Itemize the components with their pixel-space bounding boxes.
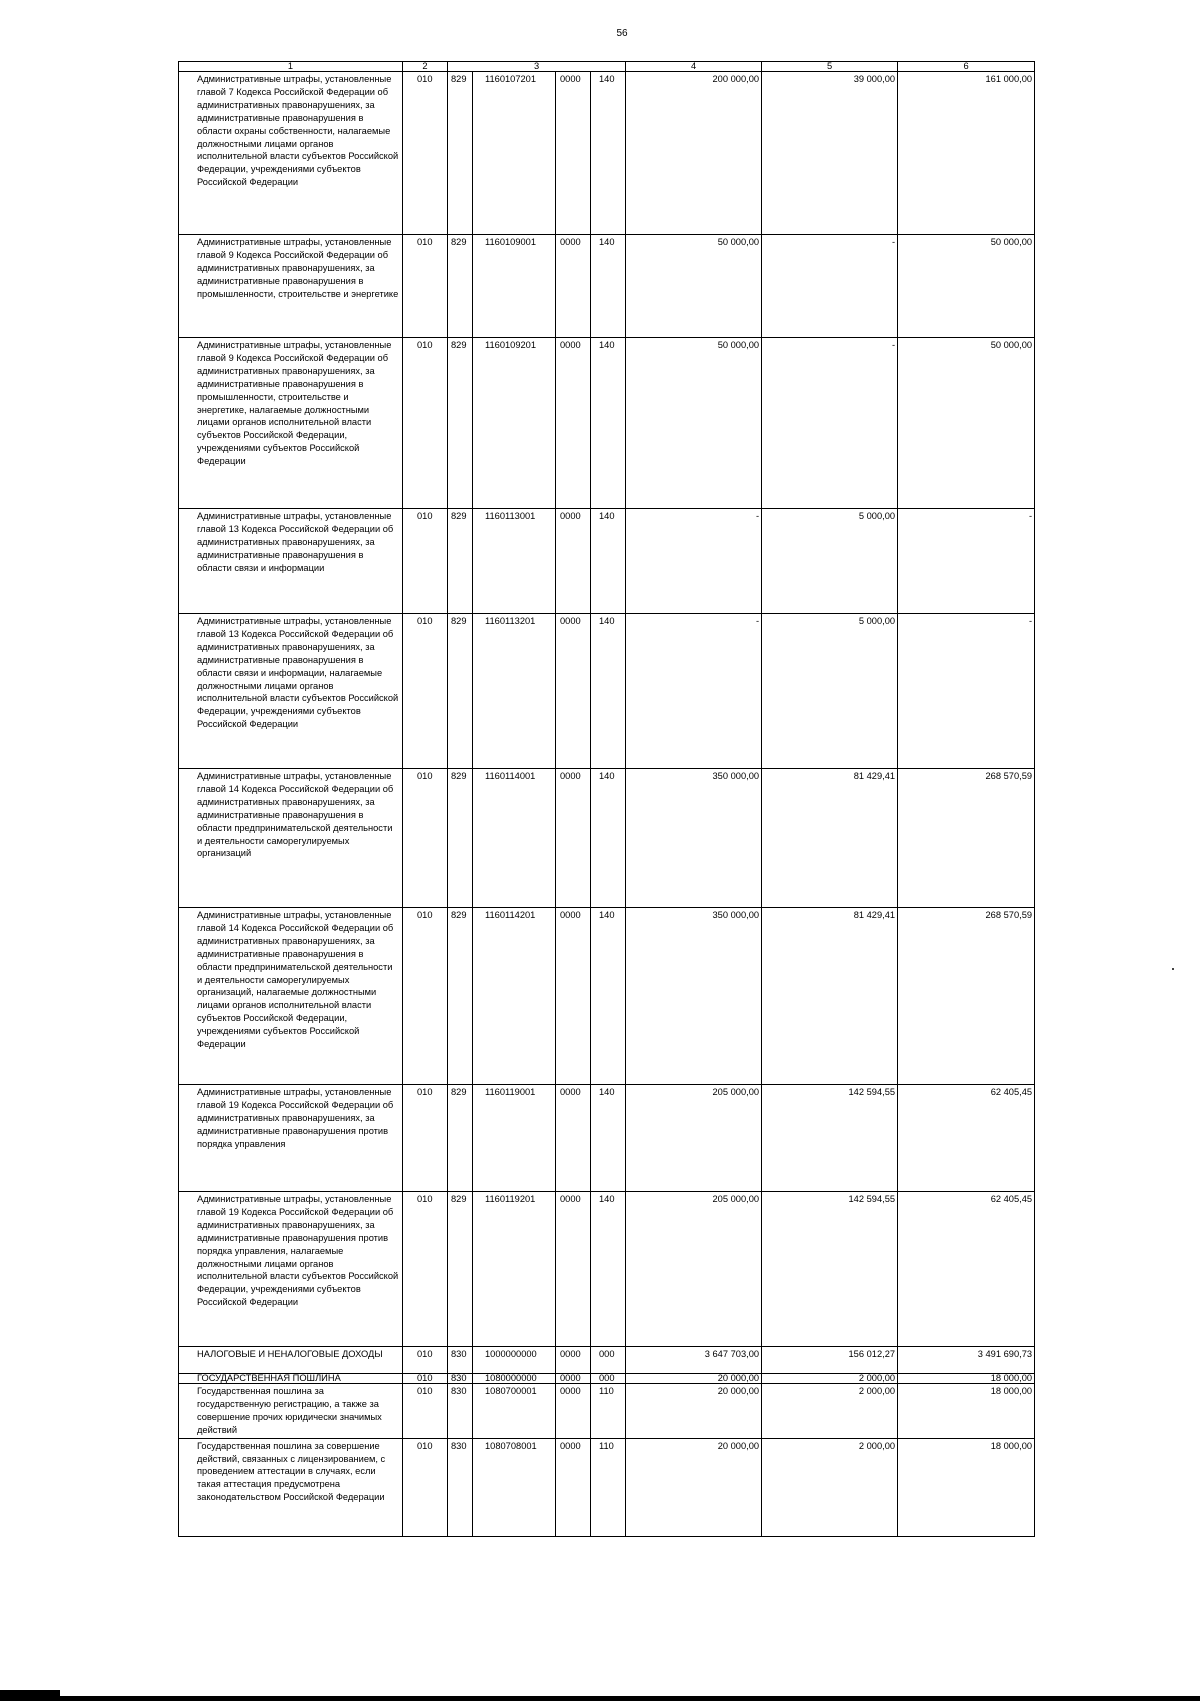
row-description: Государственная пошлина за государственную регистрацию, а также за совершение прочих юридически значимых действий <box>179 1384 403 1439</box>
value-col-4: 350 000,00 <box>626 908 762 1085</box>
code-col-1: 010 <box>403 614 448 769</box>
value-col-4: 205 000,00 <box>626 1085 762 1192</box>
row-description: ГОСУДАРСТВЕННАЯ ПОШЛИНА <box>179 1374 403 1384</box>
code-col-1: 010 <box>403 1192 448 1347</box>
value-col-4: - <box>626 509 762 614</box>
value-col-6: 50 000,00 <box>898 235 1035 338</box>
scan-bottom-edge <box>0 1696 1200 1701</box>
value-col-4: 20 000,00 <box>626 1374 762 1384</box>
row-description: Административные штрафы, установленные главой 9 Кодекса Российской Федерации об административных правонарушениях, за административные правонарушения в промышленности, строительстве и энергетике, налагаемые должностными лицами органов исполнительной власти субъектов Российской Федерации, учреждениями субъектов Российской Федерации <box>179 338 403 509</box>
row-description: Административные штрафы, установленные главой 19 Кодекса Российской Федерации об административных правонарушениях, за административные правонарушения против порядка управления, налагаемые должностными лицами органов исполнительной власти субъектов Российской Федерации, учреждениями субъектов Российской Федерации <box>179 1192 403 1347</box>
page-number: 56 <box>616 28 628 39</box>
code-col-1: 010 <box>403 1347 448 1374</box>
code-col-2: 830 <box>448 1374 473 1384</box>
value-col-6: - <box>898 509 1035 614</box>
code-col-1: 010 <box>403 769 448 908</box>
value-col-4: 20 000,00 <box>626 1384 762 1439</box>
code-col-1: 010 <box>403 1374 448 1384</box>
code-col-2: 830 <box>448 1347 473 1374</box>
code-col-1: 010 <box>403 72 448 235</box>
code-col-3: 1000000000 <box>473 1347 556 1374</box>
value-col-5: 5 000,00 <box>762 509 898 614</box>
value-col-6: 62 405,45 <box>898 1085 1035 1192</box>
code-col-3: 1160109001 <box>473 235 556 338</box>
code-col-2: 830 <box>448 1438 473 1536</box>
row-description: Административные штрафы, установленные главой 13 Кодекса Российской Федерации об административных правонарушениях, за административные правонарушения в области связи и информации <box>179 509 403 614</box>
value-col-5: 2 000,00 <box>762 1438 898 1536</box>
column-header: 3 <box>448 62 626 72</box>
code-col-1: 010 <box>403 908 448 1085</box>
code-col-4: 0000 <box>556 72 591 235</box>
value-col-5: 142 594,55 <box>762 1192 898 1347</box>
code-col-5: 140 <box>591 235 626 338</box>
code-col-5: 110 <box>591 1438 626 1536</box>
report-table <box>178 61 1035 1537</box>
row-description: НАЛОГОВЫЕ И НЕНАЛОГОВЫЕ ДОХОДЫ <box>179 1347 403 1374</box>
table-row <box>179 1384 1035 1439</box>
value-col-4: 200 000,00 <box>626 72 762 235</box>
value-col-5: - <box>762 338 898 509</box>
code-col-5: 140 <box>591 509 626 614</box>
code-col-3: 1160107201 <box>473 72 556 235</box>
value-col-5: 81 429,41 <box>762 769 898 908</box>
row-description: Административные штрафы, установленные главой 19 Кодекса Российской Федерации об административных правонарушениях, за административные правонарушения против порядка управления <box>179 1085 403 1192</box>
code-col-3: 1080000000 <box>473 1374 556 1384</box>
row-description: Административные штрафы, установленные главой 14 Кодекса Российской Федерации об административных правонарушениях, за административные правонарушения в области предпринимательской деятельности и деятельности саморегулируемых организаций, налагаемые должностными лицами органов исполнительной власти субъектов Российской Федерации, учреждениями субъектов Российской Федерации <box>179 908 403 1085</box>
code-col-1: 010 <box>403 1085 448 1192</box>
row-description: Государственная пошлина за совершение действий, связанных с лицензированием, с проведением аттестации в случаях, если такая аттестация предусмотрена законодательством Российской Федерации <box>179 1438 403 1536</box>
column-header: 2 <box>403 62 448 72</box>
value-col-6: 50 000,00 <box>898 338 1035 509</box>
value-col-6: 18 000,00 <box>898 1438 1035 1536</box>
table-row <box>179 1192 1035 1347</box>
value-col-5: - <box>762 235 898 338</box>
code-col-4: 0000 <box>556 338 591 509</box>
code-col-3: 1080700001 <box>473 1384 556 1439</box>
table-row <box>179 1085 1035 1192</box>
value-col-5: 156 012,27 <box>762 1347 898 1374</box>
value-col-5: 39 000,00 <box>762 72 898 235</box>
column-header: 5 <box>762 62 898 72</box>
code-col-2: 829 <box>448 769 473 908</box>
code-col-4: 0000 <box>556 1438 591 1536</box>
value-col-4: 50 000,00 <box>626 338 762 509</box>
code-col-5: 000 <box>591 1374 626 1384</box>
code-col-1: 010 <box>403 1438 448 1536</box>
code-col-2: 829 <box>448 72 473 235</box>
value-col-6: 161 000,00 <box>898 72 1035 235</box>
code-col-4: 0000 <box>556 1085 591 1192</box>
column-header: 1 <box>179 62 403 72</box>
code-col-4: 0000 <box>556 1347 591 1374</box>
table-row <box>179 1374 1035 1384</box>
code-col-1: 010 <box>403 338 448 509</box>
row-description: Административные штрафы, установленные главой 13 Кодекса Российской Федерации об административных правонарушениях, за административные правонарушения в области связи и информации, налагаемые должностными лицами органов исполнительной власти субъектов Российской Федерации, учреждениями субъектов Российской Федерации <box>179 614 403 769</box>
code-col-3: 1160119201 <box>473 1192 556 1347</box>
code-col-4: 0000 <box>556 1384 591 1439</box>
table-row <box>179 614 1035 769</box>
column-number-row <box>179 62 1035 72</box>
code-col-2: 829 <box>448 1192 473 1347</box>
value-col-6: 268 570,59 <box>898 908 1035 1085</box>
code-col-2: 829 <box>448 509 473 614</box>
code-col-4: 0000 <box>556 1374 591 1384</box>
code-col-2: 829 <box>448 908 473 1085</box>
code-col-5: 140 <box>591 614 626 769</box>
table-row <box>179 1347 1035 1374</box>
code-col-2: 829 <box>448 614 473 769</box>
row-description: Административные штрафы, установленные главой 9 Кодекса Российской Федерации об административных правонарушениях, за административные правонарушения в промышленности, строительстве и энергетике <box>179 235 403 338</box>
column-header: 4 <box>626 62 762 72</box>
value-col-6: 18 000,00 <box>898 1384 1035 1439</box>
code-col-4: 0000 <box>556 908 591 1085</box>
table-row <box>179 338 1035 509</box>
value-col-6: 18 000,00 <box>898 1374 1035 1384</box>
table-row <box>179 908 1035 1085</box>
code-col-3: 1080708001 <box>473 1438 556 1536</box>
value-col-4: 205 000,00 <box>626 1192 762 1347</box>
value-col-4: - <box>626 614 762 769</box>
table-row <box>179 509 1035 614</box>
code-col-1: 010 <box>403 1384 448 1439</box>
value-col-4: 3 647 703,00 <box>626 1347 762 1374</box>
column-header: 6 <box>898 62 1035 72</box>
code-col-2: 829 <box>448 235 473 338</box>
code-col-3: 1160109201 <box>473 338 556 509</box>
code-col-5: 140 <box>591 769 626 908</box>
value-col-4: 20 000,00 <box>626 1438 762 1536</box>
code-col-5: 110 <box>591 1384 626 1439</box>
scan-speck <box>1172 968 1174 970</box>
row-description: Административные штрафы, установленные главой 7 Кодекса Российской Федерации об административных правонарушениях, за административные правонарушения в области охраны собственности, налагаемые должностными лицами органов исполнительной власти субъектов Российской Федерации, учреждениями субъектов Российской Федерации <box>179 72 403 235</box>
table-row <box>179 72 1035 235</box>
code-col-5: 140 <box>591 338 626 509</box>
value-col-5: 142 594,55 <box>762 1085 898 1192</box>
value-col-6: 3 491 690,73 <box>898 1347 1035 1374</box>
code-col-3: 1160113001 <box>473 509 556 614</box>
code-col-5: 140 <box>591 1085 626 1192</box>
value-col-5: 81 429,41 <box>762 908 898 1085</box>
value-col-4: 50 000,00 <box>626 235 762 338</box>
value-col-5: 5 000,00 <box>762 614 898 769</box>
code-col-2: 830 <box>448 1384 473 1439</box>
code-col-3: 1160114201 <box>473 908 556 1085</box>
row-description: Административные штрафы, установленные главой 14 Кодекса Российской Федерации об административных правонарушениях, за административные правонарушения в области предпринимательской деятельности и деятельности саморегулируемых организаций <box>179 769 403 908</box>
code-col-4: 0000 <box>556 1192 591 1347</box>
code-col-3: 1160114001 <box>473 769 556 908</box>
table-row <box>179 235 1035 338</box>
table-row <box>179 769 1035 908</box>
code-col-3: 1160119001 <box>473 1085 556 1192</box>
table-row <box>179 1438 1035 1536</box>
code-col-5: 140 <box>591 908 626 1085</box>
code-col-2: 829 <box>448 1085 473 1192</box>
value-col-5: 2 000,00 <box>762 1374 898 1384</box>
value-col-6: - <box>898 614 1035 769</box>
value-col-4: 350 000,00 <box>626 769 762 908</box>
value-col-5: 2 000,00 <box>762 1384 898 1439</box>
code-col-5: 140 <box>591 1192 626 1347</box>
value-col-6: 62 405,45 <box>898 1192 1035 1347</box>
code-col-4: 0000 <box>556 769 591 908</box>
code-col-3: 1160113201 <box>473 614 556 769</box>
code-col-5: 140 <box>591 72 626 235</box>
code-col-1: 010 <box>403 235 448 338</box>
code-col-4: 0000 <box>556 509 591 614</box>
value-col-6: 268 570,59 <box>898 769 1035 908</box>
code-col-1: 010 <box>403 509 448 614</box>
code-col-2: 829 <box>448 338 473 509</box>
code-col-5: 000 <box>591 1347 626 1374</box>
code-col-4: 0000 <box>556 614 591 769</box>
code-col-4: 0000 <box>556 235 591 338</box>
